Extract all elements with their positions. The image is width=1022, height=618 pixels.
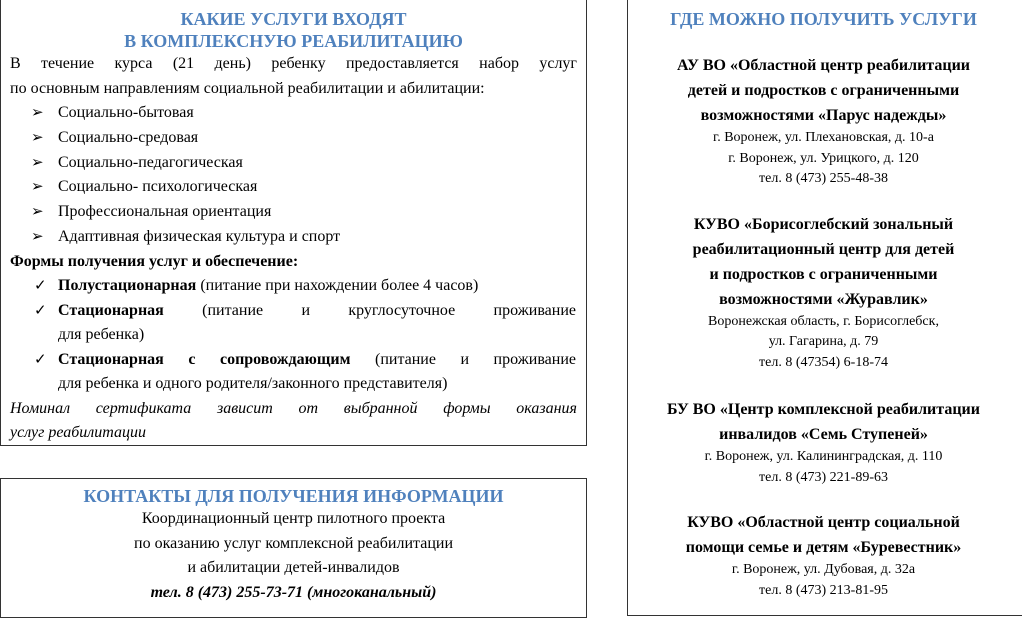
contacts-line1: Координационный центр пилотного проекта — [141, 510, 446, 527]
contacts-line2: по оказанию услуг комплексной реабилитации — [134, 534, 453, 552]
arrow-bullet-icon: ➢ — [31, 105, 44, 121]
list-item: ➢ Социально-бытовая — [1, 101, 586, 126]
services-intro-line2: по основным направлениям социальной реабилитации и абилитации: — [10, 79, 485, 97]
list-item: ➢ Социально- психологическая — [1, 175, 586, 200]
arrow-bullet-icon: ➢ — [31, 179, 44, 196]
certificate-note-line2: услуг реабилитации — [10, 424, 146, 442]
arrow-bullet-icon: ➢ — [31, 154, 44, 171]
arrow-bullet-icon: ➢ — [31, 228, 44, 245]
list-item: ➢ Адаптивная физическая культура и спорт — [1, 225, 586, 250]
locations-heading: ГДЕ МОЖНО ПОЛУЧИТЬ УСЛУГИ — [670, 9, 977, 29]
forms-list — [1, 274, 586, 397]
services-intro-line1: В течение курса (21 день) ребенку предоставляется набор услуг — [10, 55, 577, 72]
check-icon: ✓ — [34, 302, 47, 319]
contacts-phone: тел. 8 (473) 255-73-71 (многоканальный) — [150, 583, 437, 601]
contacts-heading: КОНТАКТЫ ДЛЯ ПОЛУЧЕНИЯ ИНФОРМАЦИИ — [83, 486, 504, 506]
services-heading-line1: КАКИЕ УСЛУГИ ВХОДЯТ — [180, 9, 407, 29]
services-heading-line2: В КОМПЛЕКСНУЮ РЕАБИЛИТАЦИЮ — [124, 31, 463, 51]
form-item: ✓ Стационарная с сопровождающим (питание и проживание для ребенка и одного родителя/законного представителя) — [1, 348, 586, 397]
org-parus-nadezhdy: АУ ВО «Областной центр реабилитации детей и подростков с ограниченными возможностями «Парус надежды» г. Воронеж, ул. Плехановская, д. 10-а г. Воронеж, ул. Урицкого, д. 120 тел. 8 (473) 255-48-38 — [676, 57, 971, 186]
arrow-bullet-icon: ➢ — [31, 129, 44, 146]
list-item: ➢ Профессиональная ориентация — [1, 200, 586, 225]
org-burevestnik: КУВО «Областной центр социальной помощи семье и детям «Буревестник» г. Воронеж, ул. Дубовая, д. 32а тел. 8 (473) 213-81-95 — [685, 514, 962, 598]
contacts-panel — [0, 478, 587, 618]
list-item: ➢ Социально-педагогическая — [1, 151, 586, 176]
contacts-line3: и абилитации детей-инвалидов — [187, 559, 400, 576]
org-sem-stupeney: БУ ВО «Центр комплексной реабилитации инвалидов «Семь Ступеней» г. Воронеж, ул. Калининградская, д. 110 тел. 8 (473) 221-89-63 — [667, 401, 980, 485]
forms-title: Формы получения услуг и обеспечение: — [10, 252, 299, 270]
certificate-note-line1: Номинал сертификата зависит от выбранной формы оказания — [10, 399, 577, 417]
arrow-bullet-icon: ➢ — [31, 204, 44, 221]
form-item: ✓ Полустационарная (питание при нахождении более 4 часов) — [1, 274, 586, 299]
check-icon: ✓ — [34, 278, 47, 295]
list-item: ➢ Социально-средовая — [1, 126, 586, 151]
locations-panel — [627, 0, 1022, 616]
services-panel — [0, 0, 587, 446]
check-icon: ✓ — [34, 351, 47, 368]
org-zhuravlik: КУВО «Борисоглебский зональный реабилитационный центр для детей и подростков с ограниченными возможностями «Журавлик» Воронежская область, г. Борисоглебск, ул. Гагарина, д. 79 тел. 8 (47354) 6-18-74 — [692, 215, 955, 370]
services-list — [1, 101, 586, 250]
form-item: ✓ Стационарная (питание и круглосуточное проживание для ребенка) — [1, 299, 586, 348]
